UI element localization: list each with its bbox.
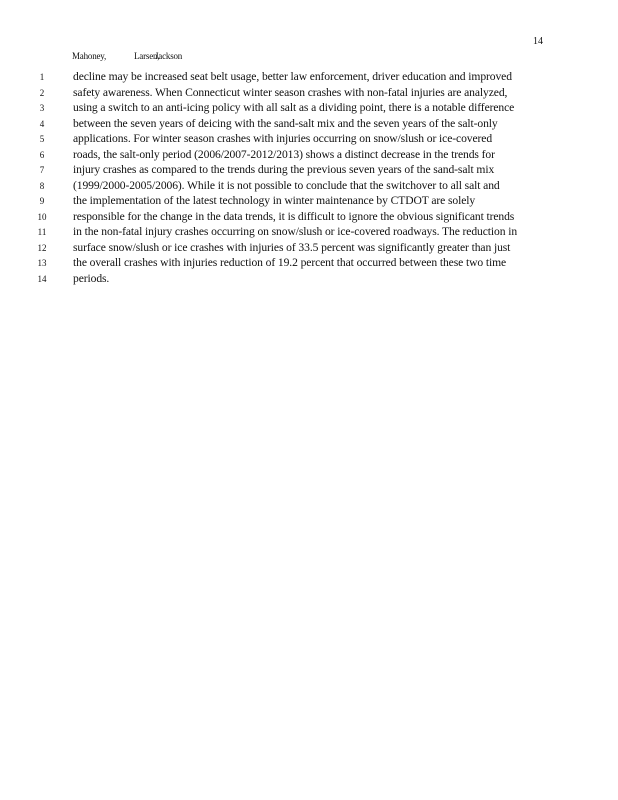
line-number: 10 (37, 211, 47, 222)
line-number: 8 (39, 180, 45, 191)
line-text: the implementation of the latest technology in winter maintenance by CTDOT are solely (73, 194, 476, 207)
text-line (0, 100, 618, 116)
line-number: 11 (37, 227, 47, 237)
line-text: using a switch to an anti-icing policy with all salt as a dividing point, there is a notable difference (73, 101, 515, 114)
text-line (0, 271, 618, 287)
text-line (0, 193, 618, 209)
line-text: applications. For winter season crashes with injuries occurring on snow/slush or ice-covered (73, 132, 493, 145)
header-author-jackson: Jackson (155, 51, 183, 61)
line-text: (1999/2000-2005/2006). While it is not possible to conclude that the switchover to all salt and (73, 178, 500, 192)
line-text: periods. (73, 271, 110, 285)
line-number: 14 (37, 273, 47, 284)
text-line (0, 131, 618, 147)
page-number: 14 (533, 36, 543, 47)
text-line (0, 85, 618, 101)
line-number: 3 (39, 103, 45, 113)
header-author-mahoney: Mahoney, (72, 51, 107, 61)
line-text: in the non-fatal injury crashes occurring on snow/slush or ice-covered roadways. The reduction in (73, 225, 518, 238)
document-body (0, 69, 618, 286)
line-text: injury crashes as compared to the trends during the previous seven years of the sand-salt mix (73, 163, 495, 176)
line-number: 6 (39, 149, 45, 160)
text-line (0, 69, 618, 85)
text-line (0, 116, 618, 132)
line-number: 4 (39, 118, 45, 129)
text-line (0, 178, 618, 194)
line-number: 13 (37, 258, 47, 268)
line-text: roads, the salt-only period (2006/2007-2012/2013) shows a distinct decrease in the trends for (73, 147, 495, 161)
text-line (0, 147, 618, 163)
text-line (0, 162, 618, 178)
header-author-larsen: Larsen, (134, 51, 160, 61)
line-number: 12 (37, 242, 47, 253)
text-line (0, 255, 618, 271)
text-line (0, 209, 618, 225)
line-text: between the seven years of deicing with the sand-salt mix and the seven years of the salt-only (73, 116, 498, 130)
line-text: safety awareness. When Connecticut winter season crashes with non-fatal injuries are analyzed, (73, 85, 508, 99)
line-text: surface snow/slush or ice crashes with injuries of 33.5 percent was significantly greater than just (73, 240, 511, 254)
line-number: 9 (39, 196, 45, 206)
text-line (0, 224, 618, 240)
line-number: 2 (39, 87, 45, 98)
line-text: responsible for the change in the data trends, it is difficult to ignore the obvious significant trends (73, 209, 515, 223)
running-header (72, 51, 182, 61)
line-text: decline may be increased seat belt usage, better law enforcement, driver education and improved (73, 70, 512, 83)
text-line (0, 240, 618, 256)
line-number: 7 (39, 165, 45, 175)
line-number: 1 (39, 72, 45, 82)
line-number: 5 (39, 134, 45, 144)
line-text: the overall crashes with injuries reduction of 19.2 percent that occurred between these two time (73, 256, 507, 269)
